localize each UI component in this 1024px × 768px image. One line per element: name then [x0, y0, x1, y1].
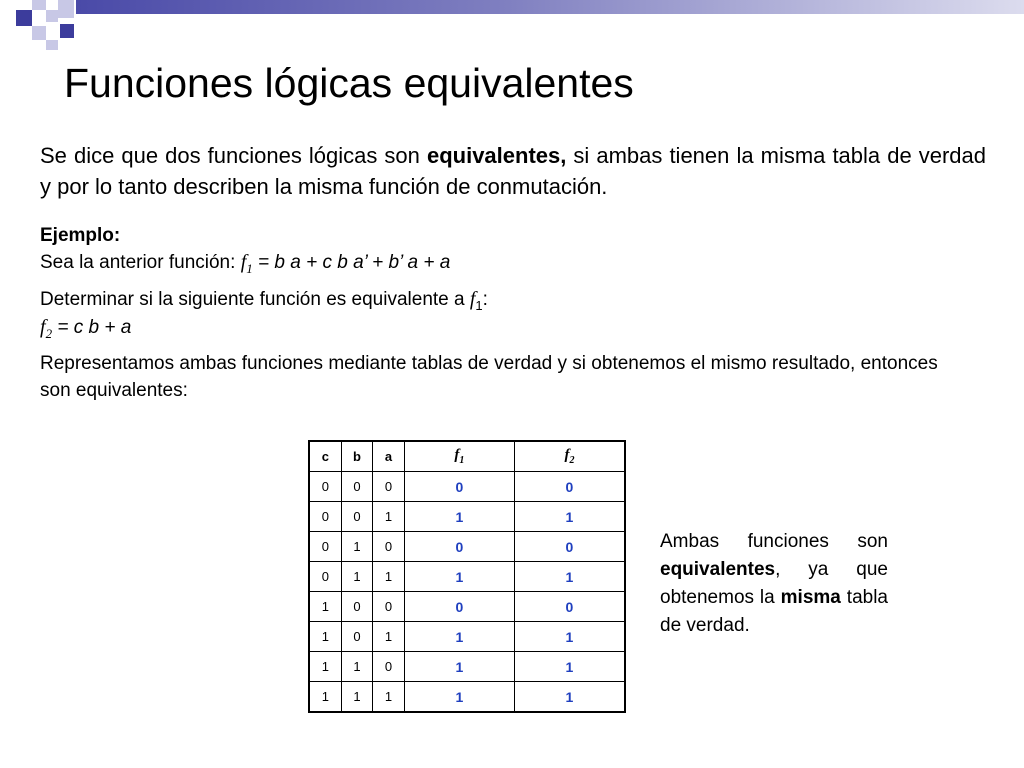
cell-f2: 1 — [514, 622, 625, 652]
deco-square — [32, 0, 46, 10]
f1-definition: Sea la anterior función: $f_1 = b$ a + c b a’ + b’ a + a — [40, 251, 451, 276]
table-header-row — [309, 441, 625, 472]
f2-expression: = c b + a — [52, 317, 132, 338]
cell-a: 0 — [373, 592, 405, 622]
f1-expression: = b a + c b a’ + b’ a + a — [252, 252, 451, 273]
conclusion-note: Ambas funciones son equivalentes, ya que obtenemos la misma tabla de verdad. — [660, 531, 888, 636]
cell-f2: 1 — [514, 562, 625, 592]
cell-b: 0 — [341, 502, 373, 532]
cell-a: 0 — [373, 652, 405, 682]
table-row — [309, 592, 625, 622]
page-title: Funciones lógicas equivalentes — [64, 60, 634, 106]
cell-b: 1 — [341, 652, 373, 682]
header-b: b — [341, 441, 373, 472]
example-label: Ejemplo: — [40, 225, 121, 246]
table-row — [309, 682, 625, 713]
cell-a: 1 — [373, 682, 405, 713]
cell-a: 1 — [373, 562, 405, 592]
header-bar — [76, 0, 1024, 14]
cell-f2: 0 — [514, 532, 625, 562]
intro-bold-term: equivalentes, — [426, 143, 567, 168]
deco-square — [32, 26, 46, 40]
table-row — [309, 532, 625, 562]
header-a: a — [373, 441, 405, 472]
cell-f1: 1 — [404, 682, 514, 713]
cell-c: 0 — [309, 562, 341, 592]
f1-symbol: $f_1$ — [469, 288, 483, 313]
cell-c: 1 — [309, 652, 341, 682]
cell-b: 1 — [341, 532, 373, 562]
cell-a: 1 — [373, 502, 405, 532]
cell-f1: 0 — [404, 472, 514, 502]
cell-f2: 1 — [514, 652, 625, 682]
cell-f2: 1 — [514, 682, 625, 713]
cell-f1: 0 — [404, 592, 514, 622]
intro-paragraph: Se dice que dos funciones lógicas son equivalentes, si ambas tienen la misma tabla de verdad y por lo tanto describen la misma función de conmutación. — [40, 143, 987, 199]
cell-a: 1 — [373, 622, 405, 652]
cell-c: 1 — [309, 682, 341, 713]
cell-f2: 0 — [514, 472, 625, 502]
cell-c: 0 — [309, 502, 341, 532]
cell-c: 0 — [309, 472, 341, 502]
header-f1: $f_1$ — [404, 441, 514, 472]
table-row — [309, 472, 625, 502]
determine-line: Determinar si la siguiente función es equivalente a $f_1$: — [40, 288, 488, 313]
cell-f2: 0 — [514, 592, 625, 622]
cell-b: 1 — [341, 562, 373, 592]
deco-square — [46, 10, 58, 22]
cell-b: 0 — [341, 472, 373, 502]
cell-a: 0 — [373, 472, 405, 502]
cell-f1: 1 — [404, 502, 514, 532]
cell-c: 1 — [309, 622, 341, 652]
f2-definition — [40, 316, 131, 342]
cell-c: 1 — [309, 592, 341, 622]
cell-f2: 1 — [514, 502, 625, 532]
header-f2: $f_2$ — [514, 441, 625, 472]
header-c: c — [309, 441, 341, 472]
table-row — [309, 502, 625, 532]
cell-b: 0 — [341, 622, 373, 652]
table-row — [309, 622, 625, 652]
deco-square — [58, 0, 74, 18]
f2-symbol: $f_2$ — [40, 316, 53, 341]
table-row — [309, 652, 625, 682]
representation-paragraph: Representamos ambas funciones mediante tablas de verdad y si obtenemos el mismo resultado, entonces son equivalentes: — [40, 353, 938, 401]
cell-f1: 0 — [404, 532, 514, 562]
table-row — [309, 562, 625, 592]
cell-b: 0 — [341, 592, 373, 622]
deco-square — [60, 24, 74, 38]
cell-f1: 1 — [404, 652, 514, 682]
cell-f1: 1 — [404, 622, 514, 652]
cell-f1: 1 — [404, 562, 514, 592]
deco-square — [46, 40, 58, 50]
deco-square — [16, 10, 32, 26]
cell-c: 0 — [309, 532, 341, 562]
f1-symbol: $f_1$ — [240, 251, 253, 276]
cell-a: 0 — [373, 532, 405, 562]
truth-table — [308, 440, 626, 713]
cell-b: 1 — [341, 682, 373, 713]
